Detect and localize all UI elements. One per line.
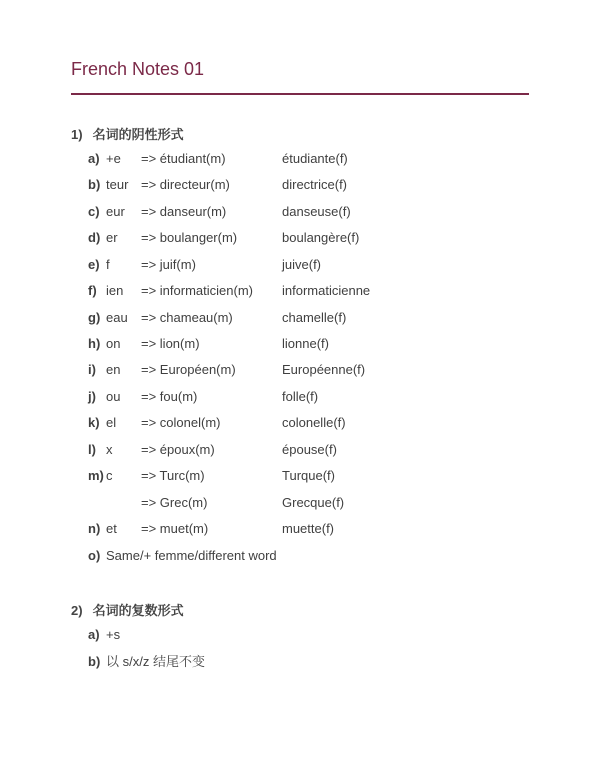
item-letter: d)	[88, 230, 101, 245]
section-1-number: 1)	[71, 127, 83, 142]
item-masculine: => époux(m)	[141, 442, 215, 457]
item-text: 以 s/x/z 结尾不变	[106, 654, 205, 669]
item-suffix: f	[106, 257, 110, 272]
item-letter: i)	[88, 362, 96, 377]
item-suffix: er	[106, 230, 118, 245]
item-letter: l)	[88, 442, 96, 457]
item-suffix: +e	[106, 151, 121, 166]
item-feminine: informaticienne	[282, 283, 371, 298]
item-text: +s	[106, 627, 121, 642]
item-masculine: => boulanger(m)	[141, 230, 238, 245]
item-letter: e)	[88, 257, 100, 272]
item-masculine: => danseur(m)	[141, 204, 227, 219]
item-masculine: => informaticien(m)	[141, 283, 253, 298]
item-suffix: ou	[106, 389, 121, 404]
item-masculine: => Grec(m)	[141, 495, 208, 510]
title-divider	[71, 93, 529, 95]
item-feminine: colonelle(f)	[282, 415, 346, 430]
item-suffix: ien	[106, 283, 124, 298]
item-feminine: étudiante(f)	[282, 151, 348, 166]
item-letter: o)	[88, 548, 101, 563]
item-letter: h)	[88, 336, 101, 351]
section-2-number: 2)	[71, 603, 83, 618]
item-feminine: chamelle(f)	[282, 310, 347, 325]
item-masculine: => lion(m)	[141, 336, 200, 351]
item-suffix: et	[106, 521, 117, 536]
section-2-title: 名词的复数形式	[92, 603, 184, 618]
item-suffix: teur	[106, 177, 129, 192]
item-text: Same/+ femme/different word	[106, 548, 277, 563]
item-letter: j)	[88, 389, 96, 404]
item-feminine: juive(f)	[282, 257, 322, 272]
item-masculine: => Européen(m)	[141, 362, 236, 377]
section-1-heading	[71, 124, 184, 143]
item-feminine: boulangère(f)	[282, 230, 360, 245]
item-letter: a)	[88, 627, 100, 642]
item-masculine: => étudiant(m)	[141, 151, 226, 166]
item-feminine: Grecque(f)	[282, 495, 345, 510]
item-suffix: en	[106, 362, 121, 377]
section-1-title: 名词的阴性形式	[92, 127, 184, 142]
section-2-heading	[71, 600, 184, 619]
item-masculine: => directeur(m)	[141, 177, 230, 192]
item-letter: m)	[88, 468, 104, 483]
item-feminine: danseuse(f)	[282, 204, 351, 219]
item-letter: c)	[88, 204, 100, 219]
item-letter: f)	[88, 283, 97, 298]
item-feminine: lionne(f)	[282, 336, 329, 351]
item-masculine: => chameau(m)	[141, 310, 233, 325]
item-letter: b)	[88, 654, 101, 669]
item-suffix: el	[106, 415, 117, 430]
item-suffix: eur	[106, 204, 125, 219]
item-letter: b)	[88, 177, 101, 192]
item-masculine: => juif(m)	[141, 257, 196, 272]
item-masculine: => colonel(m)	[141, 415, 221, 430]
item-letter: k)	[88, 415, 100, 430]
item-feminine: directrice(f)	[282, 177, 348, 192]
item-feminine: épouse(f)	[282, 442, 337, 457]
item-feminine: muette(f)	[282, 521, 335, 536]
document-title: French Notes 01	[71, 59, 205, 79]
item-letter: g)	[88, 310, 101, 325]
item-masculine: => fou(m)	[141, 389, 198, 404]
item-suffix: c	[106, 468, 113, 483]
item-masculine: => muet(m)	[141, 521, 209, 536]
item-feminine: Européenne(f)	[282, 362, 366, 377]
item-feminine: folle(f)	[282, 389, 319, 404]
item-masculine: => Turc(m)	[141, 468, 205, 483]
item-feminine: Turque(f)	[282, 468, 335, 483]
item-suffix: on	[106, 336, 121, 351]
item-suffix: x	[106, 442, 113, 457]
item-suffix: eau	[106, 310, 128, 325]
item-letter: a)	[88, 151, 100, 166]
item-letter: n)	[88, 521, 101, 536]
